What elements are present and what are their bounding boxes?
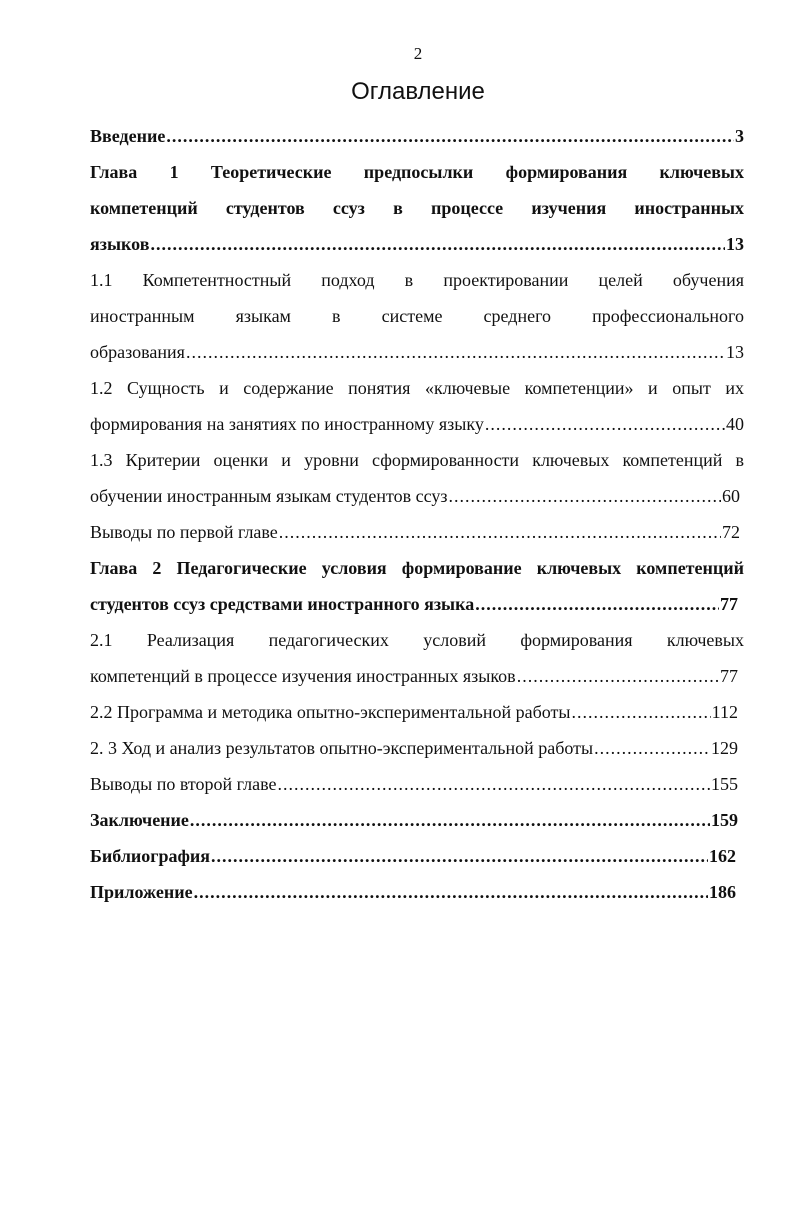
dot-leader bbox=[594, 736, 710, 760]
toc-page-number: 159 bbox=[711, 810, 738, 830]
dot-leader bbox=[166, 124, 734, 148]
dot-leader bbox=[475, 592, 719, 616]
toc-entry-text: образования bbox=[90, 342, 185, 362]
dot-leader bbox=[150, 232, 725, 256]
toc-entry-section-2-1[interactable]: 2.1 Реализация педагогических условий формирования ключевых bbox=[90, 630, 744, 650]
toc-entry-text: Приложение bbox=[90, 882, 193, 902]
dot-leader bbox=[485, 412, 725, 436]
toc-page-number: 77 bbox=[720, 594, 738, 614]
toc-entry-text: компетенций в процессе изучения иностранных языков bbox=[90, 666, 516, 686]
toc-entry-text: 2.2 Программа и методика опытно-экспериментальной работы bbox=[90, 702, 571, 722]
toc-page-number: 13 bbox=[726, 342, 744, 362]
toc-entry-chapter-1-end bbox=[90, 232, 744, 256]
toc-page-number: 13 bbox=[726, 234, 744, 254]
toc-entry-appendix[interactable] bbox=[90, 880, 736, 904]
toc-page-number: 155 bbox=[711, 774, 738, 794]
toc-entry-bibliography[interactable] bbox=[90, 844, 736, 868]
toc-entry-text: 2. 3 Ход и анализ результатов опытно-экспериментальной работы bbox=[90, 738, 594, 758]
toc-entry-section-2-1-end bbox=[90, 664, 738, 688]
toc-entry-chapter-2[interactable]: Глава 2 Педагогические условия формирование ключевых компетенций bbox=[90, 558, 744, 578]
toc-page-number: 162 bbox=[709, 846, 736, 866]
toc-entry-section-2-2[interactable] bbox=[90, 700, 738, 724]
toc-entry-section-1-1-cont: иностранным языкам в системе среднего профессионального bbox=[90, 306, 744, 326]
toc-page-number: 3 bbox=[735, 126, 744, 146]
toc-entry-text: Выводы по второй главе bbox=[90, 774, 277, 794]
dot-leader bbox=[517, 664, 719, 688]
page-title: Оглавление bbox=[351, 78, 485, 105]
toc-entry-conclusions-2[interactable] bbox=[90, 772, 738, 796]
toc-page-number: 72 bbox=[722, 522, 740, 542]
toc-entry-section-1-2[interactable]: 1.2 Сущность и содержание понятия «ключевые компетенции» и опыт их bbox=[90, 378, 744, 398]
toc-entry-text: Введение bbox=[90, 126, 166, 146]
toc-page-number: 112 bbox=[711, 702, 738, 722]
toc-entry-section-1-2-end bbox=[90, 412, 744, 436]
toc-entry-text: студентов ссуз средствами иностранного языка bbox=[90, 594, 475, 614]
toc-page-number: 60 bbox=[722, 486, 740, 506]
toc-entry-text: языков bbox=[90, 234, 150, 254]
toc-page-number: 186 bbox=[709, 882, 736, 902]
toc-entry-section-2-3[interactable] bbox=[90, 736, 738, 760]
toc-entry-chapter-1[interactable]: Глава 1 Теоретические предпосылки формирования ключевых bbox=[90, 162, 744, 182]
dot-leader bbox=[449, 484, 721, 508]
toc-entry-chapter-1-cont: компетенций студентов ссуз в процессе изучения иностранных bbox=[90, 198, 744, 218]
toc-entry-conclusion[interactable] bbox=[90, 808, 738, 832]
toc-entry-section-1-3-end bbox=[90, 484, 740, 508]
toc-entry-conclusions-1[interactable] bbox=[90, 520, 740, 544]
toc-entry-section-1-3[interactable]: 1.3 Критерии оценки и уровни сформированности ключевых компетенций в bbox=[90, 450, 744, 470]
toc-entry-intro[interactable] bbox=[90, 124, 744, 148]
dot-leader bbox=[277, 772, 710, 796]
toc-page-number: 40 bbox=[726, 414, 744, 434]
dot-leader bbox=[279, 520, 721, 544]
toc-entry-chapter-2-end bbox=[90, 592, 738, 616]
toc-entry-text: формирования на занятиях по иностранному языку bbox=[90, 414, 484, 434]
dot-leader bbox=[211, 844, 708, 868]
toc-page-number: 77 bbox=[720, 666, 738, 686]
toc-entry-text: Выводы по первой главе bbox=[90, 522, 278, 542]
dot-leader bbox=[186, 340, 725, 364]
dot-leader bbox=[190, 808, 710, 832]
page-number: 2 bbox=[413, 44, 423, 63]
dot-leader bbox=[571, 700, 710, 724]
toc-page-number: 129 bbox=[711, 738, 738, 758]
toc-entry-text: обучении иностранным языкам студентов ссуз bbox=[90, 486, 448, 506]
toc-entry-text: Заключение bbox=[90, 810, 189, 830]
toc-entry-section-1-1-end bbox=[90, 340, 744, 364]
toc-entry-section-1-1[interactable]: 1.1 Компетентностный подход в проектировании целей обучения bbox=[90, 270, 744, 290]
dot-leader bbox=[194, 880, 708, 904]
toc-entry-text: Библиография bbox=[90, 846, 211, 866]
